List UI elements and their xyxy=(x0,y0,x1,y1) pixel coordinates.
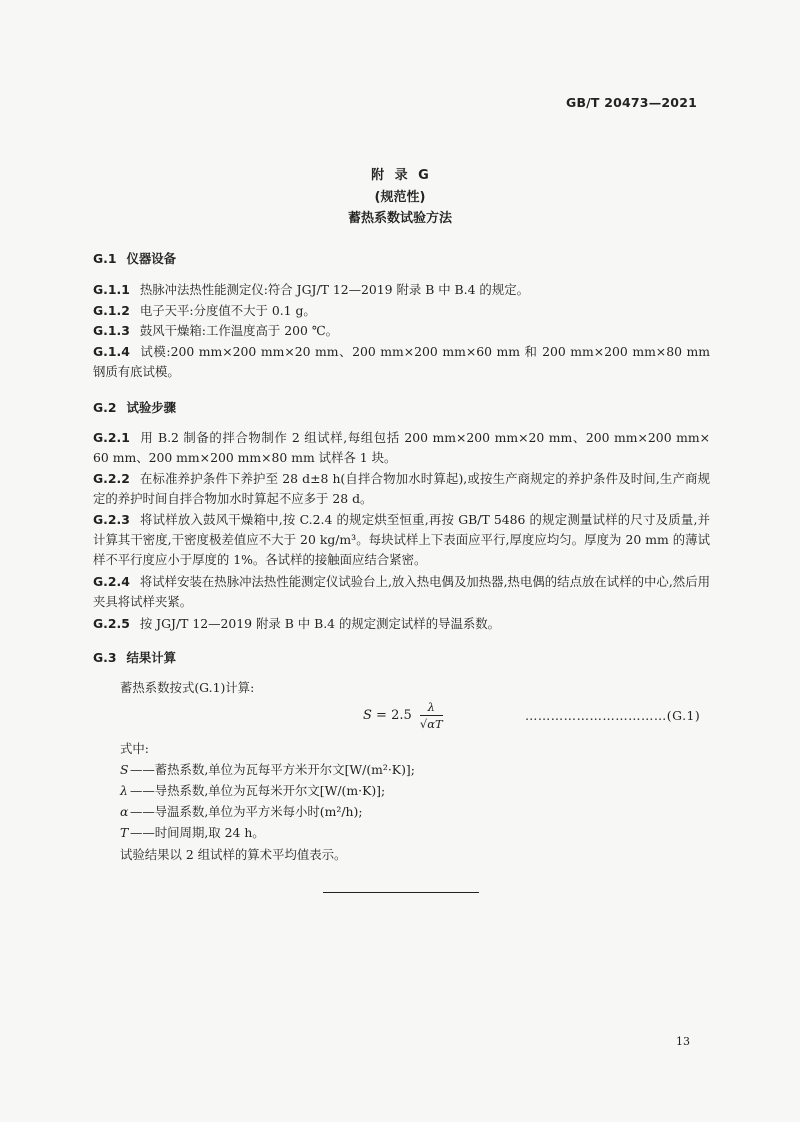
end-rule xyxy=(323,892,479,893)
clause-g1-1 xyxy=(93,280,710,300)
definition-symbol: S xyxy=(120,762,129,777)
annex-title: 附 录 G xyxy=(371,168,429,183)
section-heading-g1 xyxy=(93,249,710,269)
clause-text: 按 JGJ/T 12—2019 附录 B 中 B.4 的规定测定试样的导温系数。 xyxy=(139,616,501,631)
calc-intro: 蓄热系数按式(G.1)计算: xyxy=(120,680,255,695)
clause-text: 热脉冲法热性能测定仪:符合 JGJ/T 12—2019 附录 B 中 B.4 的规定。 xyxy=(139,282,529,297)
section-number: G.3 xyxy=(93,650,117,665)
definition-text: ——导温系数,单位为平方米每小时(m²/h); xyxy=(130,804,363,819)
definition-text: ——蓄热系数,单位为瓦每平方米开尔文[W/(m²·K)]; xyxy=(130,762,415,777)
standard-number: GB/T 20473—2021 xyxy=(565,95,697,110)
clause-number: G.1.2 xyxy=(93,303,130,318)
section-number: G.2 xyxy=(93,400,117,415)
definition-text: ——导热系数,单位为瓦每米开尔文[W/(m·K)]; xyxy=(130,783,386,798)
clause-text: 将试样放入鼓风干燥箱中,按 C.2.4 的规定烘至恒重,再按 GB/T 5486 的规定测量试样的尺寸及质量,并计算其干密度,干密度极差值应不大于 20 kg/m³。每块试样上下表面应平行,厚度应均匀。厚度为 20 mm 的薄试样不平行度应小于厚度的 1%。各试样的接触面应结合紧密。 xyxy=(93,512,710,567)
clause-text: 试模:200 mm×200 mm×20 mm、200 mm×200 mm×60 mm 和 200 mm×200 mm×80 mm 钢质有底试模。 xyxy=(93,344,710,379)
definition-t xyxy=(120,822,710,843)
definition-text: ——时间周期,取 24 h。 xyxy=(130,825,265,840)
formula-numerator: λ xyxy=(420,700,443,716)
clause-g1-4 xyxy=(93,342,710,382)
clause-g1-3 xyxy=(93,321,710,341)
clause-g2-1 xyxy=(93,428,710,468)
definition-alpha xyxy=(120,801,710,822)
formula-coefficient: 2.5 xyxy=(391,708,412,723)
annex-name: 蓄热系数试验方法 xyxy=(347,211,452,226)
section-number: G.1 xyxy=(93,251,117,266)
clause-text: 用 B.2 制备的拌合物制作 2 组试样,每组包括 200 mm×200 mm×20 mm、200 mm×200 mm× 60 mm、200 mm×200 mm×80 mm 试样各 1 块。 xyxy=(93,430,710,465)
page-number: 13 xyxy=(676,1035,690,1048)
clause-number: G.2.4 xyxy=(93,574,130,589)
definition-symbol: α xyxy=(120,804,129,819)
annex-type: (规范性) xyxy=(374,190,426,205)
clause-number: G.2.1 xyxy=(93,430,130,445)
definition-symbol: T xyxy=(120,825,129,840)
formula-expression xyxy=(363,700,443,731)
clause-number: G.2.5 xyxy=(93,616,130,631)
section-title: 结果计算 xyxy=(126,650,177,665)
formula-equals: = xyxy=(376,708,387,723)
section-heading-g3 xyxy=(93,648,710,668)
clause-text: 鼓风干燥箱:工作温度高于 200 ℃。 xyxy=(139,323,339,338)
definition-s xyxy=(120,759,710,780)
section-heading-g2 xyxy=(93,398,710,418)
clause-g2-3 xyxy=(93,510,710,570)
formula-lhs: S xyxy=(363,708,372,723)
definition-symbol: λ xyxy=(120,783,128,798)
clause-number: G.1.1 xyxy=(93,282,130,297)
formula-fraction xyxy=(420,700,443,731)
clause-g2-5 xyxy=(93,614,710,634)
section-title: 仪器设备 xyxy=(126,251,177,266)
formula-denominator: √αT xyxy=(419,717,443,731)
where-label: 式中: xyxy=(120,741,149,756)
clause-g2-4 xyxy=(93,572,710,612)
clause-number: G.2.3 xyxy=(93,512,130,527)
clause-text: 将试样安装在热脉冲法热性能测定仪试验台上,放入热电偶及加热器,热电偶的结点放在试样的中心,然后用夹具将试样夹紧。 xyxy=(93,574,710,609)
formula-reference: ……………………………(G.1) xyxy=(525,708,701,723)
clause-number: G.2.2 xyxy=(93,471,130,486)
clause-number: G.1.3 xyxy=(93,323,130,338)
clause-text: 在标准养护条件下养护至 28 d±8 h(自拌合物加水时算起),或按生产商规定的养护条件及时间,生产商规定的养护时间自拌合物加水时算起不应多于 28 d。 xyxy=(93,471,710,506)
clause-text: 电子天平:分度值不大于 0.1 g。 xyxy=(139,303,316,318)
clause-g1-2 xyxy=(93,301,710,321)
result-statement: 试验结果以 2 组试样的算术平均值表示。 xyxy=(120,847,347,862)
definition-lambda xyxy=(120,780,710,801)
clause-number: G.1.4 xyxy=(93,344,130,359)
section-title: 试验步骤 xyxy=(126,400,177,415)
clause-g2-2 xyxy=(93,469,710,509)
